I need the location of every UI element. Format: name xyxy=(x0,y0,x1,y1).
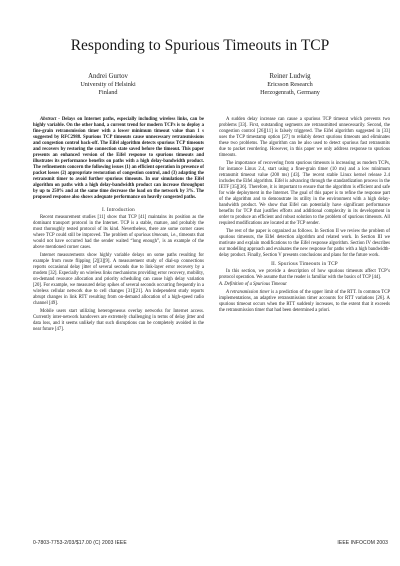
author-location: Finland xyxy=(98,89,118,96)
author-affiliation: Ericsson Research xyxy=(267,81,313,88)
author-location: Herzogenrath, Germany xyxy=(260,89,320,96)
paragraph xyxy=(33,215,204,251)
paragraph: The rest of the paper is organized as follows. In Section II we review the problem of spurious timeouts, the Eifel detection algorithm and related work. In Section III we motivate and explain modifications to the Eifel response algorithm. Section IV describes our modelling approach and evaluates the new response for paths with a high bandwidth-delay product. Finally, Section V presents conclusions and plans for the future work. xyxy=(219,228,390,258)
section-heading-spurious-timeouts: II. Spurious Timeouts in TCP xyxy=(271,260,338,267)
paragraph: Internet measurements show highly variable delays on some paths resulting for example from route flipping [2][3][9]. A measurement study of dial-up connections reports occasional delay jitter of several seconds due to link-layer error recovery by a modem [32]. Especially on wireless links mechanisms providing error recovery, mobility, on-demand resource allocation and priority scheduling can cause high delay variation [20]. For example, we measured delay spikes of several seconds occurring frequently in a wireless cellular network due to cell changes [31][21]. An independent study reports abrupt changes in link RTT resulting from on-demand allocation of a high-speed radio channel [49]. xyxy=(33,252,204,307)
author-name: Reiner Ludwig xyxy=(269,73,311,80)
emphasis-text: A retransmission timer xyxy=(226,290,270,296)
paper-title: Responding to Spurious Timeouts in TCP xyxy=(70,37,330,54)
paragraph-text: is a prediction of the upper limit of the RTT. In common TCP implementations, an adaptive retransmission timer accounts for RTT variations [26]. A spurious timeout occurs when the RTT suddenly increases, to the extent that it exceeds the retransmission timer that had been determined a priori. xyxy=(219,290,391,314)
left-column xyxy=(33,117,204,335)
footer-copyright: 0-7803-7753-2/03/$17.00 (C) 2003 IEEE xyxy=(33,540,127,546)
abstract-text: - Delays on Internet paths, especially including wireless links, can be highly variable. On the other hand, a current trend for modern TCPs is to deploy a fine-grain retransmission timer with a lower minimum timeout value than 1 s suggested by RFC2988. Spurious TCP timeouts cause unnecessary retransmissions and congestion control back-off. The Eifel algorithm detects spurious TCP timeouts and recovers by restoring the connection state saved before the timeout. This paper presents an enhanced version of the Eifel response to spurious timeouts and illustrates its performance benefits on paths with a high delay-bandwidth product. The refinements concern the following issues (1) an efficient operation in presence of packet losses (2) appropriate restoration of congestion control, and (3) adapting the retransmit timer to avoid further spurious timeouts. In our simulations the Eifel algorithm on paths with a high delay-bandwidth product can increase throughput by up to 250% and at the same time decrease the load on the network by 3%. The proposed response also shows adequate performance on heavily congested paths. xyxy=(33,117,204,201)
paragraph-text: Recent measurement studies [11] show that TCP [41] maintains its position as the dominant transport protocol in the Internet. TCP is a stable, mature, and probably the most thoroughly tested protocol of its kind. Nevertheless, there are some corner cases where TCP could still be improved. The problem of xyxy=(33,215,204,239)
paragraph: A sudden delay increase can cause a spurious TCP timeout which prevents two problems [33]. First, outstanding segments are retransmitted unnecessarily. Second, the congestion control [26][11] is falsely triggered. The Eifel algorithm suggested in [33] uses the TCP timestamp option [27] to reliably detect spurious timeouts and eliminates these two problems. The algorithm can be also used to detect spurious fast retransmits due to packet reordering. However, in this paper we only address response to spurious timeouts. xyxy=(219,117,390,159)
paragraph: The importance of recovering from spurious timeouts is increasing as modern TCPs, for instance Linux 2.4, start using a finer-grain timer (10 ms) and a low minimum retransmit timeout value (200 ms) [43]. The recent stable Linux kernel release 2.4 includes the Eifel algorithm. Eifel is advancing through the standardization process in the IETF [35][36]. Therefore, it is important to ensure that the algorithm is efficient and safe for wide deployment in the Internet. The goal of this paper is to refine the response part of the algorithm and to demonstrate its utility in the environment with a high delay-bandwidth product. We show that Eifel can potentially have significant performance benefits for TCP that justifies efforts and additional complexity in its development in order to produce an efficient and robust solution to the problem of spurious timeouts. All required modifications are located at the TCP sender. xyxy=(219,160,390,227)
subsection-heading: A. Definition of a Spurious Timeout xyxy=(219,282,287,288)
emphasis-text: spurious timeouts xyxy=(134,233,169,239)
right-column xyxy=(219,117,390,316)
paragraph: Mobile users start utilizing heterogeneous overlay networks for Internet access. Currently inter-network handovers are extremely challenging in terms of delay jitter and data loss, and it seems unlikely that such disruptions can be completely avoided in the near future [47]. xyxy=(33,308,204,332)
paragraph-text: , i.e., timeouts that would not have occurred had the sender waited “long enough”, is an example of the above mentioned corner cases. xyxy=(33,233,204,251)
author-name: Andrei Gurtov xyxy=(88,73,128,80)
abstract xyxy=(33,117,204,201)
author-affiliation: University of Helsinki xyxy=(80,81,136,88)
section-heading-introduction: I. Introduction xyxy=(102,207,135,214)
abstract-label: Abstract xyxy=(40,117,57,122)
paragraph xyxy=(219,290,390,314)
author-block-1 xyxy=(33,73,183,97)
author-block-2 xyxy=(215,73,365,97)
paragraph: In this section, we provide a description of how spurious timeouts affect TCP’s protocol operation. We assume that the reader is familiar with the basics of TCP [44]. xyxy=(219,268,390,280)
footer-venue: IEEE INFOCOM 2003 xyxy=(337,540,388,546)
